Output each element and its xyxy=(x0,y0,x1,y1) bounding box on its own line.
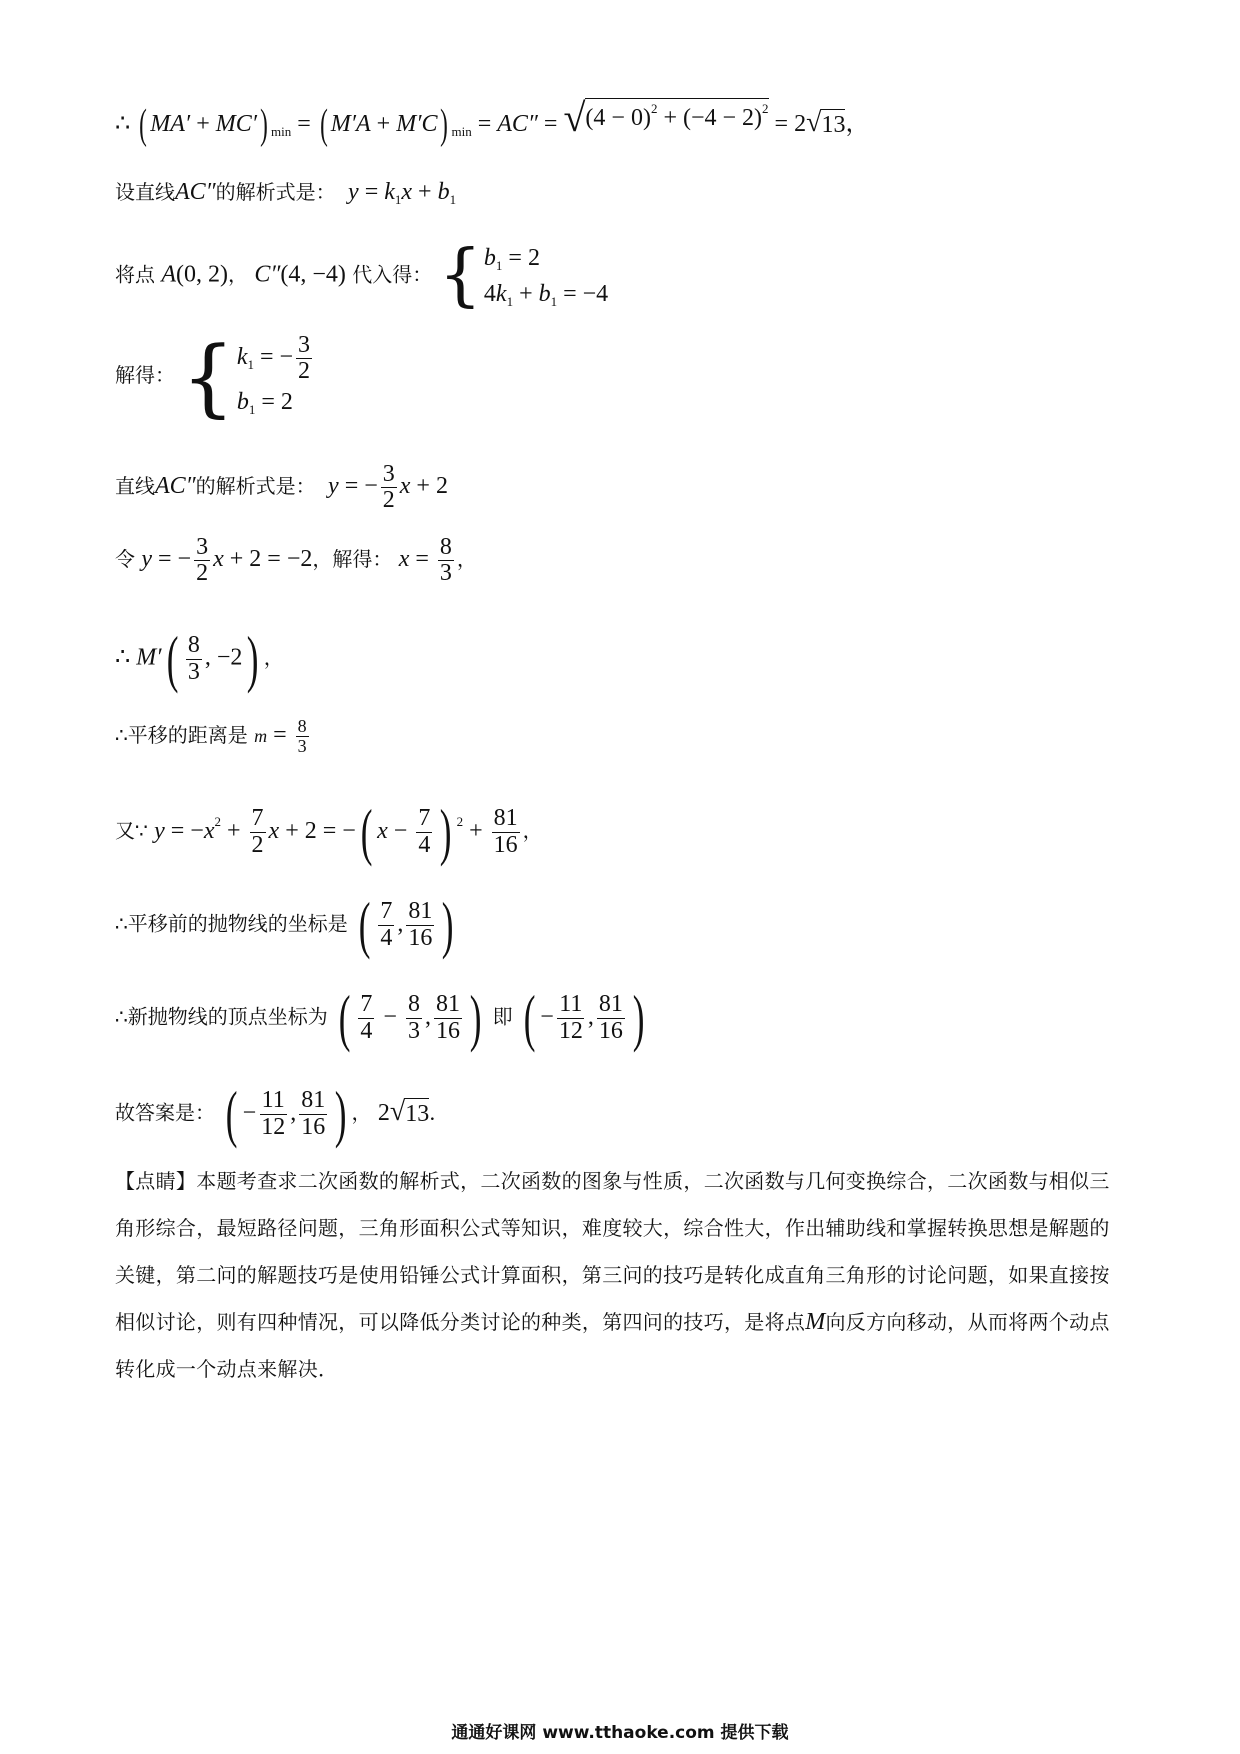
vertex-form: 又∵ $y = -x^2$ + $\frac{7}{2}$ x + 2 = −( x − $\frac{7}{4}$ ) $^2$ + $\frac{81}{16}$ ， xyxy=(115,796,543,867)
translation-distance: ∴平移的距离是 m = $\frac{8}{3}$ xyxy=(115,716,307,756)
solve-x: 令 y = − $\frac{3}{2}$ x + 2 = −2，解得： x = $\frac{8}{3}$ ， xyxy=(115,534,477,587)
line-ac-setup: 设直线AC″的解析式是： $y = k_1x + b_1$ xyxy=(115,179,457,207)
line-ac-expression: 直线AC″的解析式是： y = − $\frac{3}{2}$ x + 2 xyxy=(115,461,448,514)
new-vertex: ∴新抛物线的顶点坐标为 ( $\frac{7}{4}$ − $\frac{8}{3}$ , $\frac{81}{16}$ ) 即 ( − $\frac{11}{12}$ , $\frac{81}{16}$ ) xyxy=(115,982,645,1053)
comment-paragraph xyxy=(115,1158,1125,1393)
final-answer: 故答案是： ( − $\frac{11}{12}$ , $\frac{81}{16}$ ) ， 2 √ 13 ． xyxy=(115,1078,450,1149)
substitute-points: 将点 A(0, 2)， C″(4, −4) 代入得： { $b_1 = 2$ $4k_1 + b_1 = -4$ xyxy=(115,236,609,315)
comment-var: M xyxy=(805,1309,826,1335)
equation-min-distance: ∴ ( MA′ + MC′) $_{min}$ = ( M′A + M′C) $_{min}$ = AC″ = √ $(4 - 0)^2 + (-4 - 2)^2$ = 2 √ 13 ， xyxy=(115,95,870,149)
original-vertex: ∴平移前的抛物线的坐标是 ( $\frac{7}{4}$ , $\frac{81}{16}$ ) xyxy=(115,889,454,960)
footer-source: 通通好课网 www.tthaoke.com 提供下载 xyxy=(451,1723,789,1743)
point-m-prime: ∴ M′( $\frac{8}{3}$ , −2) ， xyxy=(115,623,284,694)
solution-k1-b1: 解得： { $k_1$ = − $\frac{3}{2}$ $b_1 = 2$ xyxy=(115,327,311,426)
comment-text: 【点睛】本题考查求二次函数的解析式，二次函数的图象与性质，二次函数与几何变换综合，二次函数与相似三角形综合，最短路径问题，三角形面积公式等知识，难度较大，综合性大，作出辅助线和掌握转换思想是解题的关键，第二问的解题技巧是使用铅锤公式计算面积，第三问的技巧是转化成直角三角形的讨论问题，如果直接按相似讨论，则有四种情况，可以降低分类讨论的种类，第四问的技巧，是将点 xyxy=(115,1169,1110,1334)
comment-tail: 向反方向移动，从而将两个动点转化成一个动点来解决． xyxy=(115,1310,1110,1381)
